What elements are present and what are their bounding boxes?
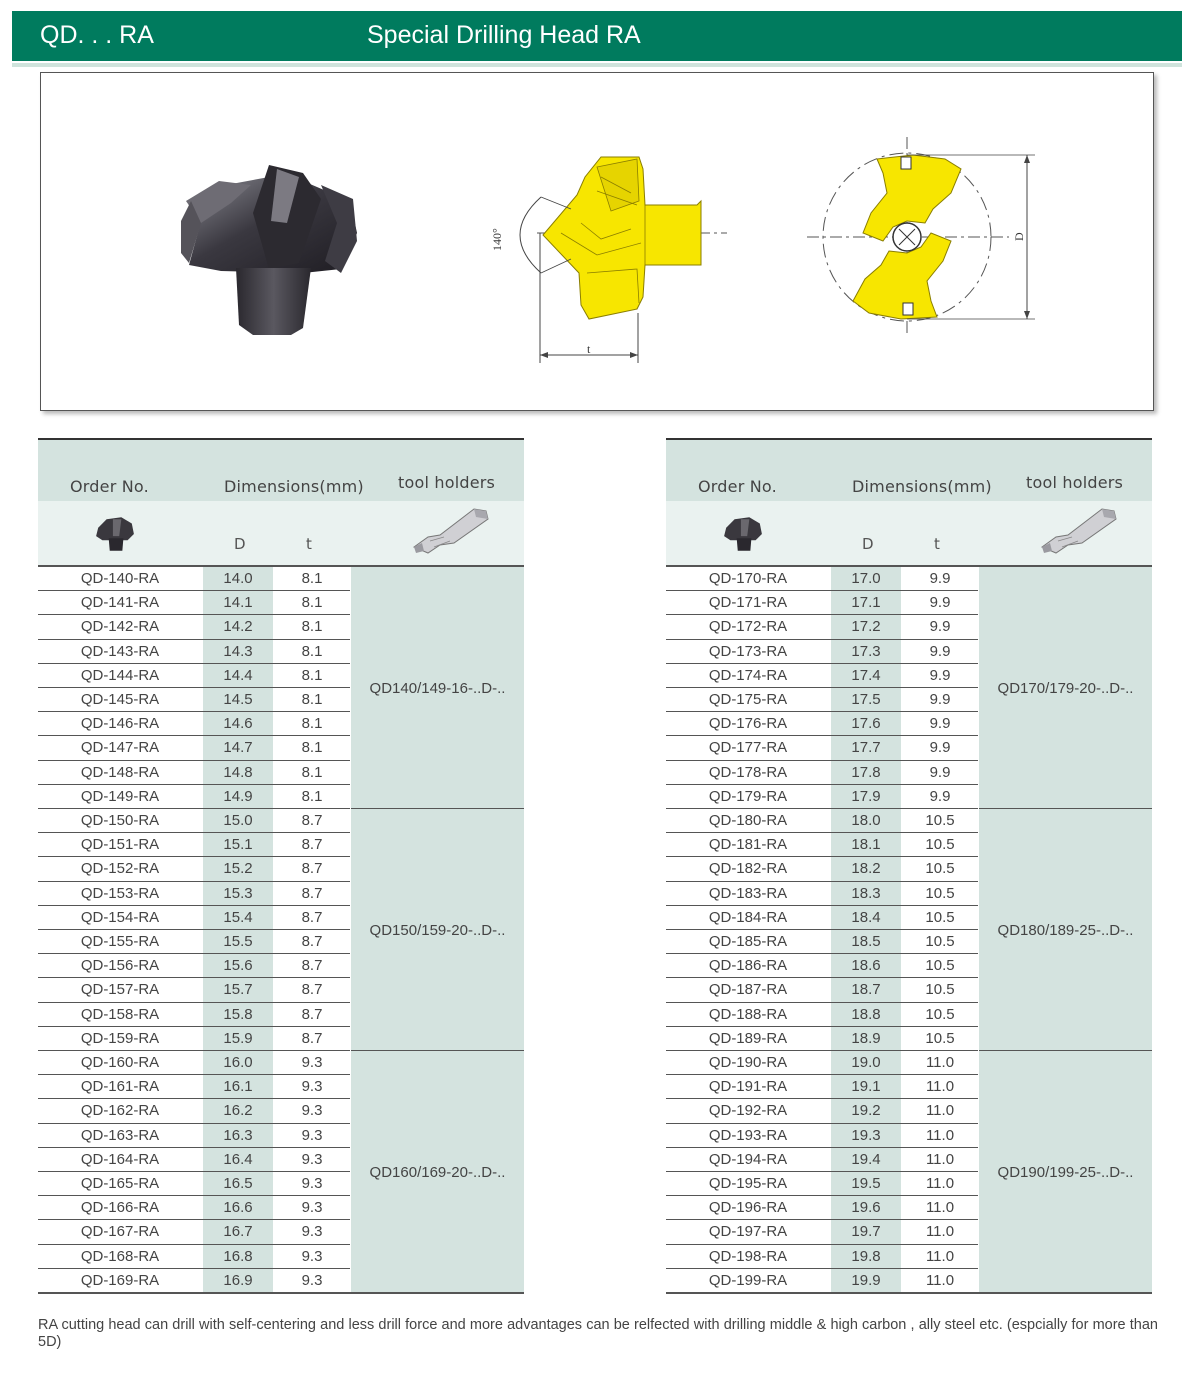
diameter-cell: 14.6 <box>203 712 273 736</box>
table-row <box>38 591 350 615</box>
diameter-cell: 15.1 <box>203 833 273 857</box>
thickness-cell: 9.3 <box>301 1126 323 1144</box>
thickness-cell: 8.1 <box>301 739 323 757</box>
tool-holder-cell: QD190/199-25-..D-.. <box>979 1051 1152 1293</box>
diameter-cell: 16.6 <box>203 1196 273 1220</box>
diameter-cell: 14.9 <box>203 785 273 809</box>
table-row <box>38 1051 350 1075</box>
drill-head-icon <box>94 515 136 558</box>
order-number-cell: QD-165-RA <box>80 1175 160 1192</box>
tool-holder-cell: QD140/149-16-..D-.. <box>351 567 524 809</box>
table-row <box>666 761 978 785</box>
thickness-cell: 9.9 <box>929 691 951 708</box>
thickness-cell: 9.9 <box>929 787 951 805</box>
diameter-cell: 14.4 <box>203 664 273 688</box>
table-row <box>666 833 978 857</box>
thickness-cell: 9.3 <box>301 1247 323 1265</box>
thickness-cell: 8.7 <box>301 884 323 902</box>
diameter-cell: 18.5 <box>831 930 901 954</box>
thickness-cell: 10.5 <box>925 812 955 829</box>
table-row <box>38 712 350 736</box>
thickness-cell: 9.9 <box>929 618 951 636</box>
tool-holders-header: tool holders <box>1026 473 1124 492</box>
order-number-cell: QD-158-RA <box>80 1005 160 1023</box>
order-number-cell: QD-144-RA <box>80 666 160 684</box>
d-dimension-label: D <box>1012 232 1026 241</box>
order-number-cell: QD-169-RA <box>80 1271 160 1289</box>
thickness-cell: 9.3 <box>301 1223 323 1241</box>
drill-head-icon <box>722 515 764 558</box>
table-row <box>666 1003 978 1027</box>
order-number-cell: QD-149-RA <box>80 787 160 805</box>
diameter-cell: 17.8 <box>831 761 901 785</box>
order-no-header: Order No. <box>70 477 149 496</box>
table-row <box>38 1027 350 1051</box>
product-illustrations <box>41 73 1155 412</box>
thickness-cell: 8.1 <box>301 666 323 684</box>
order-number-cell: QD-147-RA <box>80 739 160 757</box>
table-row <box>38 1245 350 1269</box>
table-row <box>38 1075 350 1099</box>
thickness-cell: 9.3 <box>301 1271 323 1289</box>
diameter-cell: 19.4 <box>831 1148 901 1172</box>
thickness-cell: 9.3 <box>301 1102 323 1120</box>
thickness-cell: 9.9 <box>929 570 951 587</box>
table-row <box>38 761 350 785</box>
diameter-cell: 16.5 <box>203 1172 273 1196</box>
table-row <box>38 1124 350 1148</box>
diameter-cell: 19.6 <box>831 1196 901 1220</box>
order-number-cell: QD-177-RA <box>708 739 788 757</box>
table-row <box>38 954 350 978</box>
thickness-cell: 11.0 <box>925 1078 955 1096</box>
table-row <box>38 857 350 881</box>
diameter-cell: 18.1 <box>831 833 901 857</box>
table-row <box>38 615 350 639</box>
table-row <box>666 1148 978 1172</box>
diameter-cell: 16.1 <box>203 1075 273 1099</box>
order-number-cell: QD-187-RA <box>708 981 788 999</box>
thickness-cell: 9.3 <box>301 1078 323 1096</box>
diameter-cell: 16.0 <box>203 1051 273 1075</box>
order-number-cell: QD-191-RA <box>708 1078 788 1096</box>
order-number-cell: QD-180-RA <box>708 812 788 829</box>
order-number-cell: QD-155-RA <box>80 933 160 950</box>
d-column-header: D <box>862 535 874 553</box>
order-number-cell: QD-171-RA <box>708 594 788 612</box>
tool-holder-icon <box>410 503 490 560</box>
diameter-cell: 18.0 <box>831 809 901 833</box>
diameter-cell: 17.5 <box>831 688 901 712</box>
tool-holder-cell: QD150/159-20-..D-.. <box>351 809 524 1051</box>
diameter-cell: 18.7 <box>831 978 901 1002</box>
thickness-cell: 9.9 <box>929 739 951 757</box>
diameter-cell: 17.6 <box>831 712 901 736</box>
t-dimension-label: t <box>587 342 591 356</box>
table-row <box>38 906 350 930</box>
table-row <box>666 1124 978 1148</box>
order-number-cell: QD-145-RA <box>80 691 160 708</box>
diameter-cell: 17.9 <box>831 785 901 809</box>
thickness-cell: 9.3 <box>301 1175 323 1192</box>
diameter-cell: 14.2 <box>203 615 273 639</box>
diameter-cell: 16.3 <box>203 1124 273 1148</box>
tool-holders-header: tool holders <box>398 473 496 492</box>
thickness-cell: 8.7 <box>301 908 323 926</box>
diameter-cell: 19.2 <box>831 1099 901 1123</box>
order-number-cell: QD-193-RA <box>708 1126 788 1144</box>
table-row <box>666 857 978 881</box>
table-row <box>666 954 978 978</box>
diameter-cell: 17.0 <box>831 567 901 591</box>
order-number-cell: QD-195-RA <box>708 1175 788 1192</box>
diameter-cell: 19.0 <box>831 1051 901 1075</box>
table-row <box>666 712 978 736</box>
diameter-cell: 14.7 <box>203 736 273 760</box>
table-bottom-rule <box>666 1292 1152 1294</box>
order-number-cell: QD-173-RA <box>708 642 788 660</box>
order-number-cell: QD-141-RA <box>80 594 160 612</box>
thickness-cell: 8.1 <box>301 691 323 708</box>
thickness-cell: 8.7 <box>301 957 323 975</box>
diameter-cell: 19.8 <box>831 1245 901 1269</box>
table-row <box>38 809 350 833</box>
table-row <box>38 567 350 591</box>
drill-head-side-view <box>490 157 727 363</box>
order-number-cell: QD-174-RA <box>708 666 788 684</box>
order-number-cell: QD-166-RA <box>80 1199 160 1217</box>
thickness-cell: 10.5 <box>925 933 955 950</box>
d-column-header: D <box>234 535 246 553</box>
thickness-cell: 10.5 <box>925 884 955 902</box>
order-number-cell: QD-181-RA <box>708 836 788 854</box>
diameter-cell: 17.1 <box>831 591 901 615</box>
table-row <box>38 1269 350 1293</box>
table-row <box>666 882 978 906</box>
product-code: QD. . . RA <box>40 21 154 49</box>
thickness-cell: 9.3 <box>301 1150 323 1168</box>
thickness-cell: 8.7 <box>301 981 323 999</box>
diameter-cell: 15.9 <box>203 1027 273 1051</box>
thickness-cell: 11.0 <box>925 1126 955 1144</box>
order-number-cell: QD-164-RA <box>80 1150 160 1168</box>
t-column-header: t <box>306 535 312 553</box>
diameter-cell: 19.7 <box>831 1220 901 1244</box>
diameter-cell: 19.5 <box>831 1172 901 1196</box>
table-row <box>666 688 978 712</box>
thickness-cell: 8.1 <box>301 715 323 733</box>
table-row <box>38 978 350 1002</box>
order-number-cell: QD-161-RA <box>80 1078 160 1096</box>
diameter-cell: 15.5 <box>203 930 273 954</box>
order-number-cell: QD-199-RA <box>708 1271 788 1289</box>
diameter-cell: 19.1 <box>831 1075 901 1099</box>
diameter-cell: 15.3 <box>203 882 273 906</box>
table-row <box>666 640 978 664</box>
diameter-cell: 14.3 <box>203 640 273 664</box>
thickness-cell: 10.5 <box>925 860 955 878</box>
order-number-cell: QD-163-RA <box>80 1126 160 1144</box>
thickness-cell: 9.9 <box>929 763 951 781</box>
order-number-cell: QD-153-RA <box>80 884 160 902</box>
thickness-cell: 10.5 <box>925 836 955 854</box>
diameter-cell: 15.0 <box>203 809 273 833</box>
order-number-cell: QD-184-RA <box>708 908 788 926</box>
table-row <box>38 1220 350 1244</box>
thickness-cell: 10.5 <box>925 981 955 999</box>
thickness-cell: 11.0 <box>925 1223 955 1241</box>
banner-underline <box>12 63 1182 67</box>
thickness-cell: 8.7 <box>301 1005 323 1023</box>
order-number-cell: QD-160-RA <box>80 1054 160 1071</box>
table-row <box>38 688 350 712</box>
table-row <box>666 567 978 591</box>
table-row <box>666 664 978 688</box>
tool-holder-icon <box>1038 503 1118 560</box>
order-number-cell: QD-172-RA <box>708 618 788 636</box>
diameter-cell: 16.8 <box>203 1245 273 1269</box>
table-row <box>38 1172 350 1196</box>
table-row <box>38 785 350 809</box>
diameter-cell: 16.9 <box>203 1269 273 1293</box>
table-row <box>666 1075 978 1099</box>
order-number-cell: QD-183-RA <box>708 884 788 902</box>
table-subheader-row <box>38 501 524 565</box>
thickness-cell: 8.1 <box>301 642 323 660</box>
diameter-cell: 16.2 <box>203 1099 273 1123</box>
tool-holder-cell: QD180/189-25-..D-.. <box>979 809 1152 1051</box>
table-row <box>666 1196 978 1220</box>
table-row <box>38 1148 350 1172</box>
thickness-cell: 8.7 <box>301 860 323 878</box>
diameter-cell: 19.9 <box>831 1269 901 1293</box>
table-row <box>38 664 350 688</box>
diameter-cell: 16.7 <box>203 1220 273 1244</box>
diameter-cell: 17.4 <box>831 664 901 688</box>
thickness-cell: 8.1 <box>301 594 323 612</box>
order-no-header: Order No. <box>698 477 777 496</box>
thickness-cell: 9.9 <box>929 666 951 684</box>
order-number-cell: QD-140-RA <box>80 570 160 587</box>
tool-holder-cell: QD170/179-20-..D-.. <box>979 567 1152 809</box>
table-row <box>666 1172 978 1196</box>
thickness-cell: 8.7 <box>301 836 323 854</box>
order-number-cell: QD-142-RA <box>80 618 160 636</box>
thickness-cell: 8.7 <box>301 933 323 950</box>
order-number-cell: QD-156-RA <box>80 957 160 975</box>
table-row <box>38 1003 350 1027</box>
table-row <box>666 736 978 760</box>
dimensions-header: Dimensions(mm) <box>224 477 364 496</box>
order-number-cell: QD-179-RA <box>708 787 788 805</box>
order-number-cell: QD-151-RA <box>80 836 160 854</box>
order-number-cell: QD-198-RA <box>708 1247 788 1265</box>
thickness-cell: 8.7 <box>301 1029 323 1047</box>
t-column-header: t <box>934 535 940 553</box>
order-number-cell: QD-150-RA <box>80 812 160 829</box>
dimensions-header: Dimensions(mm) <box>852 477 992 496</box>
diameter-cell: 15.2 <box>203 857 273 881</box>
tool-holder-cell: QD160/169-20-..D-.. <box>351 1051 524 1293</box>
order-number-cell: QD-146-RA <box>80 715 160 733</box>
diameter-cell: 17.7 <box>831 736 901 760</box>
order-number-cell: QD-175-RA <box>708 691 788 708</box>
table-subheader-row <box>666 501 1152 565</box>
table-row <box>38 930 350 954</box>
order-number-cell: QD-192-RA <box>708 1102 788 1120</box>
diameter-cell: 18.9 <box>831 1027 901 1051</box>
diameter-cell: 15.4 <box>203 906 273 930</box>
footer-note: RA cutting head can drill with self-centering and less drill force and more advantages can be relfected with drilling middle & high carbon , ally steel etc. (espcially for more than 5D) <box>38 1317 1158 1350</box>
order-number-cell: QD-159-RA <box>80 1029 160 1047</box>
order-number-cell: QD-152-RA <box>80 860 160 878</box>
table-row <box>666 1099 978 1123</box>
thickness-cell: 10.5 <box>925 957 955 975</box>
diameter-cell: 15.6 <box>203 954 273 978</box>
table-row <box>666 978 978 1002</box>
order-number-cell: QD-148-RA <box>80 763 160 781</box>
order-number-cell: QD-170-RA <box>708 570 788 587</box>
diameter-cell: 17.2 <box>831 615 901 639</box>
order-number-cell: QD-196-RA <box>708 1199 788 1217</box>
diameter-cell: 14.1 <box>203 591 273 615</box>
table-row <box>666 785 978 809</box>
drill-head-front-view <box>807 137 1035 335</box>
diameter-cell: 17.3 <box>831 640 901 664</box>
table-row <box>666 906 978 930</box>
table-row <box>38 640 350 664</box>
angle-label: 140° <box>490 228 504 251</box>
thickness-cell: 9.3 <box>301 1199 323 1217</box>
table-header-row <box>666 440 1152 501</box>
diameter-cell: 18.3 <box>831 882 901 906</box>
order-number-cell: QD-167-RA <box>80 1223 160 1241</box>
order-number-cell: QD-186-RA <box>708 957 788 975</box>
thickness-cell: 8.7 <box>301 812 323 829</box>
product-figure-box <box>40 72 1154 411</box>
diameter-cell: 19.3 <box>831 1124 901 1148</box>
thickness-cell: 9.9 <box>929 642 951 660</box>
thickness-cell: 9.9 <box>929 715 951 733</box>
table-row <box>38 1099 350 1123</box>
diameter-cell: 16.4 <box>203 1148 273 1172</box>
table-row <box>38 882 350 906</box>
table-row <box>38 736 350 760</box>
diameter-cell: 15.7 <box>203 978 273 1002</box>
order-number-cell: QD-154-RA <box>80 908 160 926</box>
table-row <box>666 1027 978 1051</box>
thickness-cell: 10.5 <box>925 1005 955 1023</box>
thickness-cell: 9.3 <box>301 1054 323 1071</box>
order-number-cell: QD-189-RA <box>708 1029 788 1047</box>
table-row <box>666 1051 978 1075</box>
table-row <box>38 833 350 857</box>
table-bottom-rule <box>38 1292 524 1294</box>
order-number-cell: QD-168-RA <box>80 1247 160 1265</box>
diameter-cell: 15.8 <box>203 1003 273 1027</box>
order-number-cell: QD-194-RA <box>708 1150 788 1168</box>
thickness-cell: 9.9 <box>929 594 951 612</box>
thickness-cell: 11.0 <box>925 1175 955 1192</box>
table-row <box>666 1220 978 1244</box>
order-number-cell: QD-143-RA <box>80 642 160 660</box>
thickness-cell: 8.1 <box>301 570 323 587</box>
table-row <box>666 930 978 954</box>
thickness-cell: 8.1 <box>301 618 323 636</box>
order-number-cell: QD-188-RA <box>708 1005 788 1023</box>
page-title: Special Drilling Head RA <box>367 21 641 49</box>
order-number-cell: QD-178-RA <box>708 763 788 781</box>
diameter-cell: 18.4 <box>831 906 901 930</box>
order-number-cell: QD-176-RA <box>708 715 788 733</box>
table-header-row <box>38 440 524 501</box>
order-number-cell: QD-162-RA <box>80 1102 160 1120</box>
thickness-cell: 10.5 <box>925 1029 955 1047</box>
table-row <box>666 1269 978 1293</box>
thickness-cell: 11.0 <box>925 1199 955 1217</box>
thickness-cell: 11.0 <box>925 1102 955 1120</box>
diameter-cell: 14.0 <box>203 567 273 591</box>
thickness-cell: 10.5 <box>925 908 955 926</box>
diameter-cell: 14.5 <box>203 688 273 712</box>
table-row <box>666 809 978 833</box>
thickness-cell: 11.0 <box>925 1054 955 1071</box>
order-number-cell: QD-197-RA <box>708 1223 788 1241</box>
table-row <box>666 591 978 615</box>
drill-head-photo <box>181 165 357 335</box>
order-number-cell: QD-190-RA <box>708 1054 788 1071</box>
diameter-cell: 18.6 <box>831 954 901 978</box>
diameter-cell: 14.8 <box>203 761 273 785</box>
thickness-cell: 8.1 <box>301 763 323 781</box>
diameter-cell: 18.8 <box>831 1003 901 1027</box>
thickness-cell: 11.0 <box>925 1150 955 1168</box>
table-row <box>38 1196 350 1220</box>
order-number-cell: QD-157-RA <box>80 981 160 999</box>
thickness-cell: 8.1 <box>301 787 323 805</box>
order-number-cell: QD-185-RA <box>708 933 788 950</box>
header-banner <box>12 11 1182 61</box>
thickness-cell: 11.0 <box>925 1271 955 1289</box>
diameter-cell: 18.2 <box>831 857 901 881</box>
table-row <box>666 615 978 639</box>
table-row <box>666 1245 978 1269</box>
order-number-cell: QD-182-RA <box>708 860 788 878</box>
thickness-cell: 11.0 <box>925 1247 955 1265</box>
